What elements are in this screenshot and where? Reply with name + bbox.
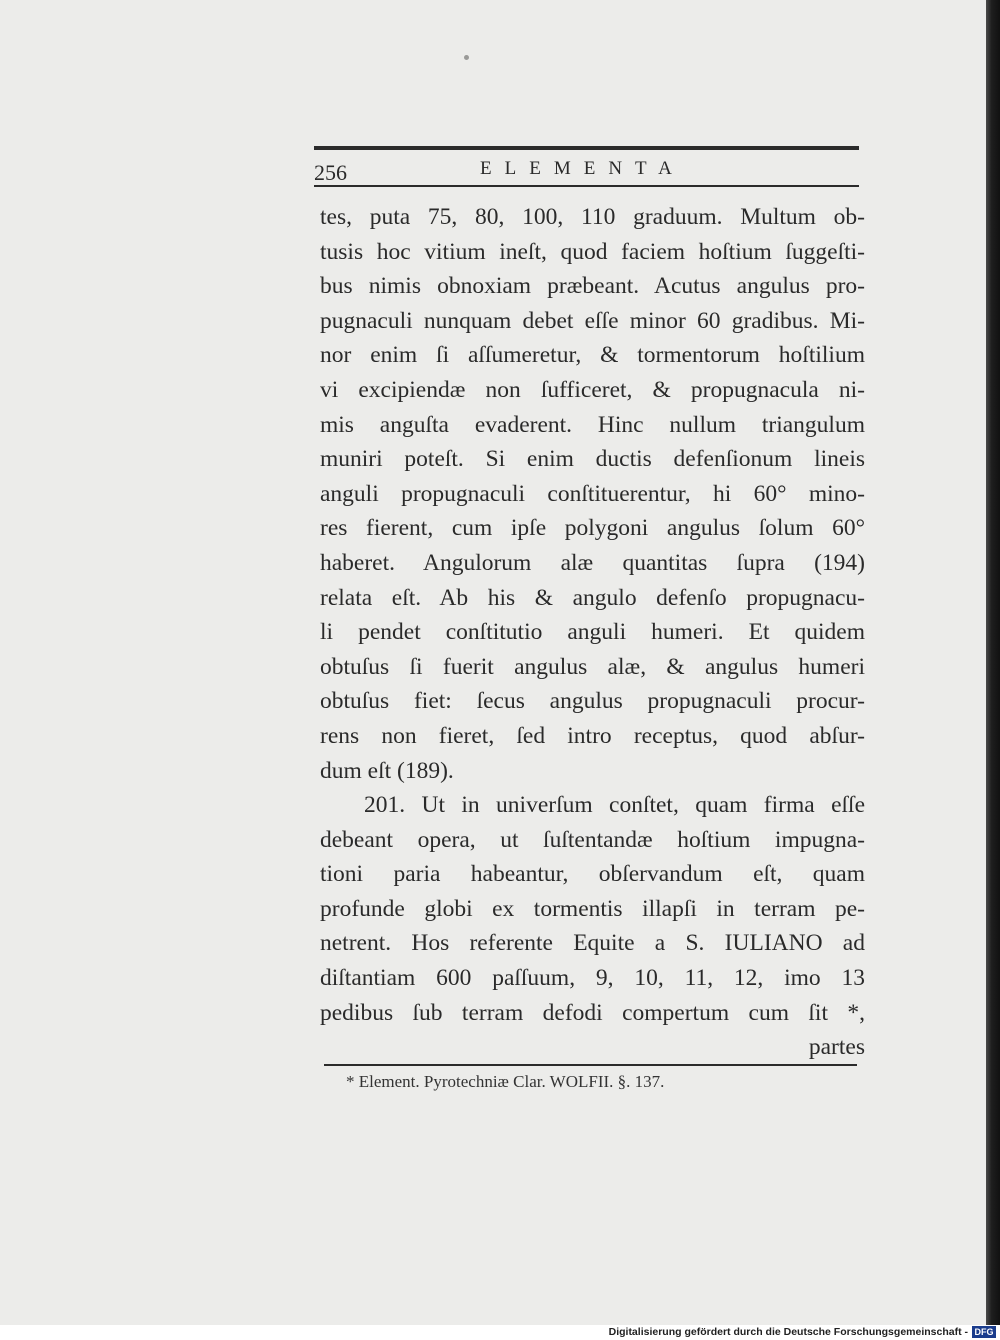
text-line: dum eſt (189). — [320, 757, 454, 784]
header-rule-thick — [314, 146, 859, 150]
scan-edge — [986, 0, 1000, 1325]
text-line: tes, puta 75, 80, 100, 110 graduum. Multum ob- — [320, 204, 865, 230]
text-line: obtuſus ſi fuerit angulus alæ, & angulus humeri — [320, 653, 865, 680]
text-line: tioni paria habeantur, obſervandum eſt, quam — [320, 861, 865, 888]
text-line: tusis hoc vitium ineſt, quod faciem hoſtium ſuggeſti- — [320, 238, 865, 265]
text-line: debeant opera, ut ſuſtentandæ hoſtium impugna- — [320, 826, 865, 853]
paper-speck — [464, 55, 469, 60]
text-line: li pendet conſtitutio anguli humeri. Et quidem — [320, 619, 865, 646]
text-line: bus nimis obnoxiam præbeant. Acutus angulus pro- — [320, 273, 865, 300]
text-line: res fierent, cum ipſe polygoni angulus ſolum 60° — [320, 515, 865, 542]
text-line: anguli propugnaculi conſtituerentur, hi 60° mino- — [320, 480, 865, 507]
text-line: netrent. Hos referente Equite a S. IULIANO ad — [320, 930, 865, 957]
text-line: mis anguſta evaderent. Hinc nullum triangulum — [320, 411, 865, 438]
footnote: * Element. Pyrotechniæ Clar. WOLFII. §. 137. — [346, 1072, 665, 1091]
text-line: obtuſus fiet: ſecus angulus propugnaculi procur- — [320, 688, 865, 715]
text-line: vi excipiendæ non ſufficeret, & propugnacula ni- — [320, 376, 865, 403]
header-rule-thin — [314, 185, 859, 187]
text-line: relata eſt. Ab his & angulo defenſo propugnacu- — [320, 584, 865, 611]
running-title: ELEMENTA — [480, 158, 685, 179]
dfg-logo-icon: DFG — [972, 1326, 996, 1338]
paragraph-start-line: 201. Ut in univerſum conſtet, quam firma eſſe — [364, 792, 865, 819]
text-line: pugnaculi nunquam debet eſſe minor 60 gradibus. Mi- — [320, 307, 865, 334]
text-line: nor enim ſi aſſumeretur, & tormentorum hoſtilium — [320, 342, 865, 369]
footnote-rule — [324, 1064, 857, 1066]
text-line: haberet. Angulorum alæ quantitas ſupra (194) — [320, 549, 865, 576]
body-text — [320, 200, 865, 1065]
text-line: rens non fieret, ſed intro receptus, quod abſur- — [320, 722, 865, 749]
digitization-credit: Digitalisierung gefördert durch die Deutsche Forschungsgemeinschaft - — [608, 1326, 968, 1338]
text-line: muniri poteſt. Si enim ductis defenſionum lineis — [320, 446, 865, 473]
text-line: pedibus ſub terram defodi compertum cum ſit *, — [320, 999, 865, 1026]
text-line: diſtantiam 600 paſſuum, 9, 10, 11, 12, imo 13 — [320, 965, 865, 992]
text-line: profunde globi ex tormentis illapſi in terram pe- — [320, 895, 865, 922]
page-number: 256 — [314, 160, 347, 185]
catchword: partes — [808, 1034, 865, 1061]
